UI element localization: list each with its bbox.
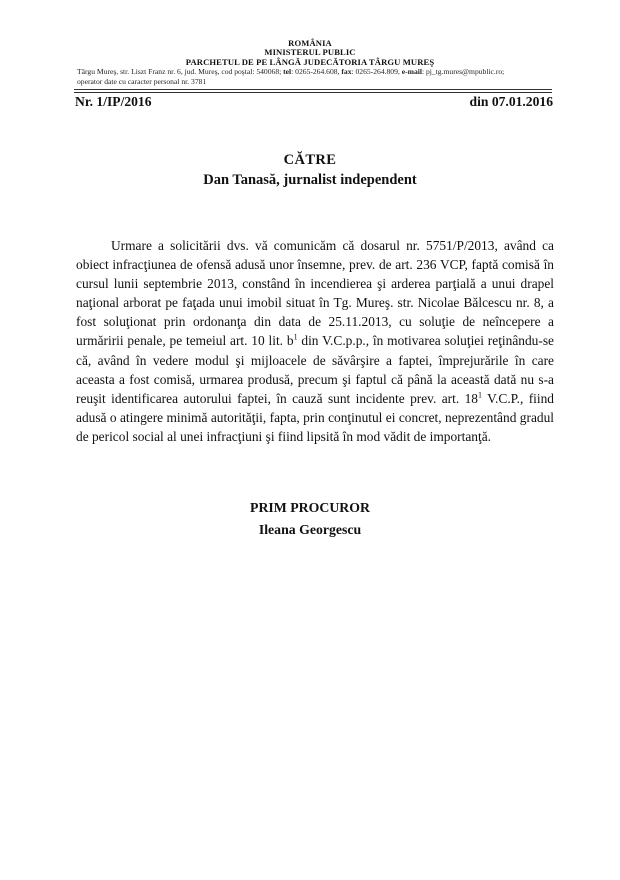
tel-label: tel [283,67,292,76]
address-text: Târgu Mureş, str. Liszt Franz nr. 6, jud. Mureş, cod poştal: 540068; [77,67,282,76]
fax-label: fax [341,67,352,76]
header-ministry: MINISTERUL PUBLIC [264,47,356,57]
registration-number: Nr. 1/IP/2016 [75,94,152,109]
registration-date: din 07.01.2016 [469,94,553,109]
letter-body [76,236,554,446]
header-address-line [77,67,547,77]
email-label: e-mail [401,67,422,76]
signature-name: Ileana Georgescu [258,522,362,537]
recipient-label: CĂTRE [283,152,337,168]
body-paragraph [76,236,554,446]
body-part-2: din V.C.p.p., în motivarea soluţiei reţinându-se că, având în vedere modul şi mijloacele de săvârşire a faptei, împrejurările în care aceasta a fost comisă, urmarea produsă, precum şi faptul că până la această dată nu s-a reuşit identificarea autorului faptei, în cauză sunt incidente prev. art. 18 [76,333,554,406]
signature-title: PRIM PROCUROR [250,500,370,515]
body-part-1: Urmare a solicitării dvs. vă comunicăm că dosarul nr. 5751/P/2013, având ca obiect infracţiunea de ofensă adusă unor însemne, prev. de art. 236 VCP, faptă comisă în cursul lunii septembrie 2013, constând în incendierea şi arderea parţială a unui drapel naţional arborat pe faţada unui imobil situat în Tg. Mureş. str. Nicolae Bălcescu nr. 8, a fost soluţionat prin ordonanţa din data de 25.11.2013, cu soluţie de neîncepere a urmăririi penale, pe temeiul art. 10 lit. b [76,238,554,349]
header-office: PARCHETUL DE PE LÂNGĂ JUDECĂTORIA TÂRGU MUREŞ [185,57,435,67]
recipient-name: Dan Tanasă, jurnalist independent [203,172,417,188]
email-value: : pj_tg.mures@mpublic.ro; [421,67,505,76]
fax-value: : 0265-264.809, [351,67,400,76]
operator-line: operator date cu caracter personal nr. 3781 [77,77,207,86]
tel-value: : 0265-264.608, [291,67,340,76]
header-rule-top [74,89,552,90]
header-country: ROMÂNIA [288,38,332,48]
superscript-1: 1 [293,333,298,342]
body-part-3: V.C.P., fiind adusă o atingere minimă autorităţii, fapta, prin conţinutul ei concret, neprezentând gradul de pericol social al unei infracţiuni şi fiind lipsită în mod vădit de importanţă. [76,390,554,444]
header-rule-bottom [74,92,552,93]
superscript-2: 1 [477,390,482,400]
